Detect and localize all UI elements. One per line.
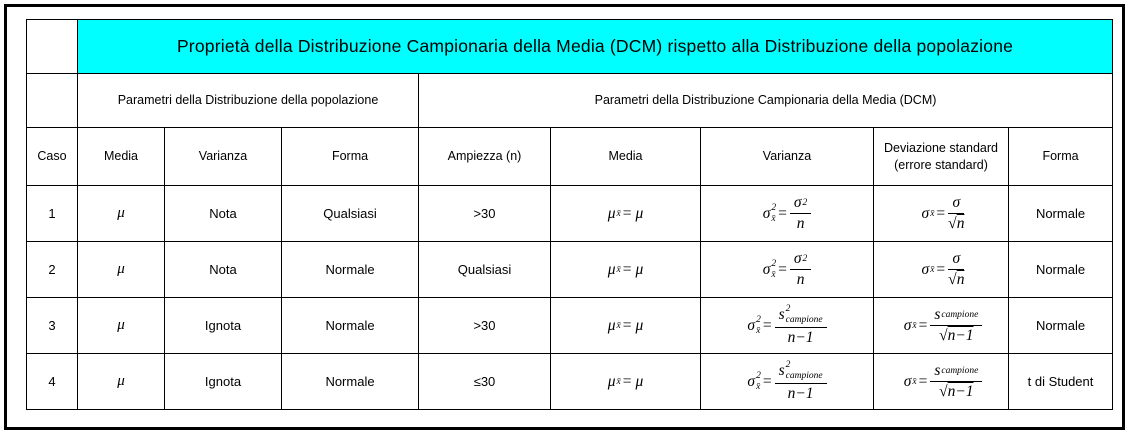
math-symbol: σ x̄ [903, 316, 917, 334]
cell-caso: 1 [27, 186, 78, 242]
cell-media-dcm [551, 242, 701, 298]
cell-ampiezza: >30 [419, 298, 551, 354]
math-symbol: μ x̄ [607, 316, 621, 334]
cell-forma-popolazione: Normale [282, 242, 419, 298]
cell-forma-dcm: Normale [1009, 242, 1113, 298]
formula: σ x̄ = s campione √n−1 [904, 306, 983, 345]
cell-media-dcm [551, 186, 701, 242]
cell-ampiezza: ≤30 [419, 354, 551, 410]
col-header-ampiezza: Ampiezza (n) [419, 128, 551, 186]
formula: μ x̄ = μ [607, 372, 644, 390]
math-symbol: σ x̄ [921, 260, 935, 278]
math-symbol: s campione [934, 306, 979, 323]
cell-media-popolazione: μ [78, 354, 165, 410]
math-symbol: σ x̄ [903, 372, 917, 390]
math-symbol: μ x̄ [607, 372, 621, 390]
cell-caso: 3 [27, 298, 78, 354]
math-symbol: σ [952, 250, 961, 267]
cell-ampiezza: >30 [419, 186, 551, 242]
formula: μ x̄ = μ [607, 204, 644, 222]
cell-media-popolazione: μ [78, 186, 165, 242]
cell-deviazione-standard [874, 186, 1009, 242]
table-row [27, 242, 1113, 298]
cell-varianza-popolazione: Nota [165, 186, 282, 242]
group-header-dcm: Parametri della Distribuzione Campionaria della Media (DCM) [419, 74, 1113, 128]
cell-media-dcm [551, 354, 701, 410]
col-header-forma-pop: Forma [282, 128, 419, 186]
fraction: s 2 campione n−1 [775, 360, 827, 403]
fraction [948, 250, 964, 289]
table-title: Proprietà della Distribuzione Campionaria della Media (DCM) rispetto alla Distribuzione della popolazione [78, 20, 1113, 74]
formula: μ x̄ = μ [607, 316, 644, 334]
math-symbol: μ x̄ [607, 260, 621, 278]
cell-forma-dcm: Normale [1009, 298, 1113, 354]
col-header-deviazione-standard: Deviazione standard (errore standard) [874, 128, 1009, 186]
math-symbol: σ 2 x̄ [747, 314, 761, 336]
sqrt-denominator: √n [948, 271, 965, 288]
corner-spacer [27, 74, 78, 128]
col-header-media-dcm: Media [551, 128, 701, 186]
formula: σ 2 x̄ = s 2 campione n−1 [747, 360, 826, 403]
table-wrapper [26, 19, 1113, 410]
cell-caso: 4 [27, 354, 78, 410]
cell-forma-dcm: t di Student [1009, 354, 1113, 410]
cell-deviazione-standard [874, 354, 1009, 410]
math-symbol: σ 2 [793, 194, 808, 211]
cell-varianza-dcm [701, 242, 874, 298]
math-symbol: σ x̄ [921, 204, 935, 222]
col-header-caso: Caso [27, 128, 78, 186]
column-header-row [27, 128, 1113, 186]
col-header-varianza-dcm: Varianza [701, 128, 874, 186]
math-symbol: σ 2 x̄ [747, 370, 761, 392]
formula: σ x̄ = $\frac{\sigma}{√n}$ [921, 194, 965, 232]
cell-media-dcm [551, 298, 701, 354]
group-header-population: Parametri della Distribuzione della popolazione [78, 74, 419, 128]
col-header-media-pop: Media [78, 128, 165, 186]
cell-caso: 2 [27, 242, 78, 298]
col-header-forma-dcm: Forma [1009, 128, 1113, 186]
cell-deviazione-standard [874, 242, 1009, 298]
math-symbol: σ [952, 194, 961, 211]
formula: σ x̄ = $\frac{\sigma}{√n}$ [921, 250, 965, 288]
table-row [27, 354, 1113, 410]
cell-varianza-popolazione: Ignota [165, 354, 282, 410]
fraction: σ 2 n [790, 194, 811, 233]
cell-varianza-popolazione: Nota [165, 242, 282, 298]
fraction [930, 306, 982, 345]
math-symbol: s campione [934, 362, 979, 379]
math-symbol: μ x̄ [607, 204, 621, 222]
math-symbol: s 2 campione [778, 360, 823, 381]
cell-media-popolazione: μ [78, 242, 165, 298]
cell-forma-popolazione: Normale [282, 354, 419, 410]
fraction [948, 194, 964, 233]
corner-spacer [27, 20, 78, 74]
fraction: σ 2 n [790, 250, 811, 289]
table-row [27, 186, 1113, 242]
formula: σ 2 x̄ = s 2 campione n−1 [747, 304, 826, 347]
cell-varianza-dcm [701, 298, 874, 354]
cell-forma-dcm: Normale [1009, 186, 1113, 242]
math-symbol: σ 2 [793, 250, 808, 267]
cell-varianza-dcm [701, 186, 874, 242]
formula: σ x̄ = s campione √n−1 [904, 362, 983, 401]
sqrt-denominator: √n−1 [939, 327, 974, 344]
cell-ampiezza: Qualsiasi [419, 242, 551, 298]
math-symbol: σ 2 x̄ [762, 258, 777, 280]
cell-forma-popolazione: Normale [282, 298, 419, 354]
math-symbol: σ 2 x̄ [762, 202, 777, 224]
cell-deviazione-standard [874, 298, 1009, 354]
properties-table [26, 19, 1113, 410]
cell-media-popolazione: μ [78, 298, 165, 354]
table-row [27, 298, 1113, 354]
group-header-row [27, 74, 1113, 128]
col-header-varianza-pop: Varianza [165, 128, 282, 186]
cell-varianza-dcm [701, 354, 874, 410]
formula: σ 2 x̄ = σ 2 n [763, 194, 812, 233]
math-symbol: s 2 campione [778, 304, 823, 325]
cell-varianza-popolazione: Ignota [165, 298, 282, 354]
fraction: s 2 campione n−1 [775, 304, 827, 347]
formula: μ x̄ = μ [607, 260, 644, 278]
title-row [27, 20, 1113, 74]
cell-forma-popolazione: Qualsiasi [282, 186, 419, 242]
sqrt-denominator: √n−1 [939, 383, 974, 400]
sqrt-denominator: √n [948, 215, 965, 232]
formula: σ 2 x̄ = σ 2 n [763, 250, 812, 289]
fraction [930, 362, 982, 401]
